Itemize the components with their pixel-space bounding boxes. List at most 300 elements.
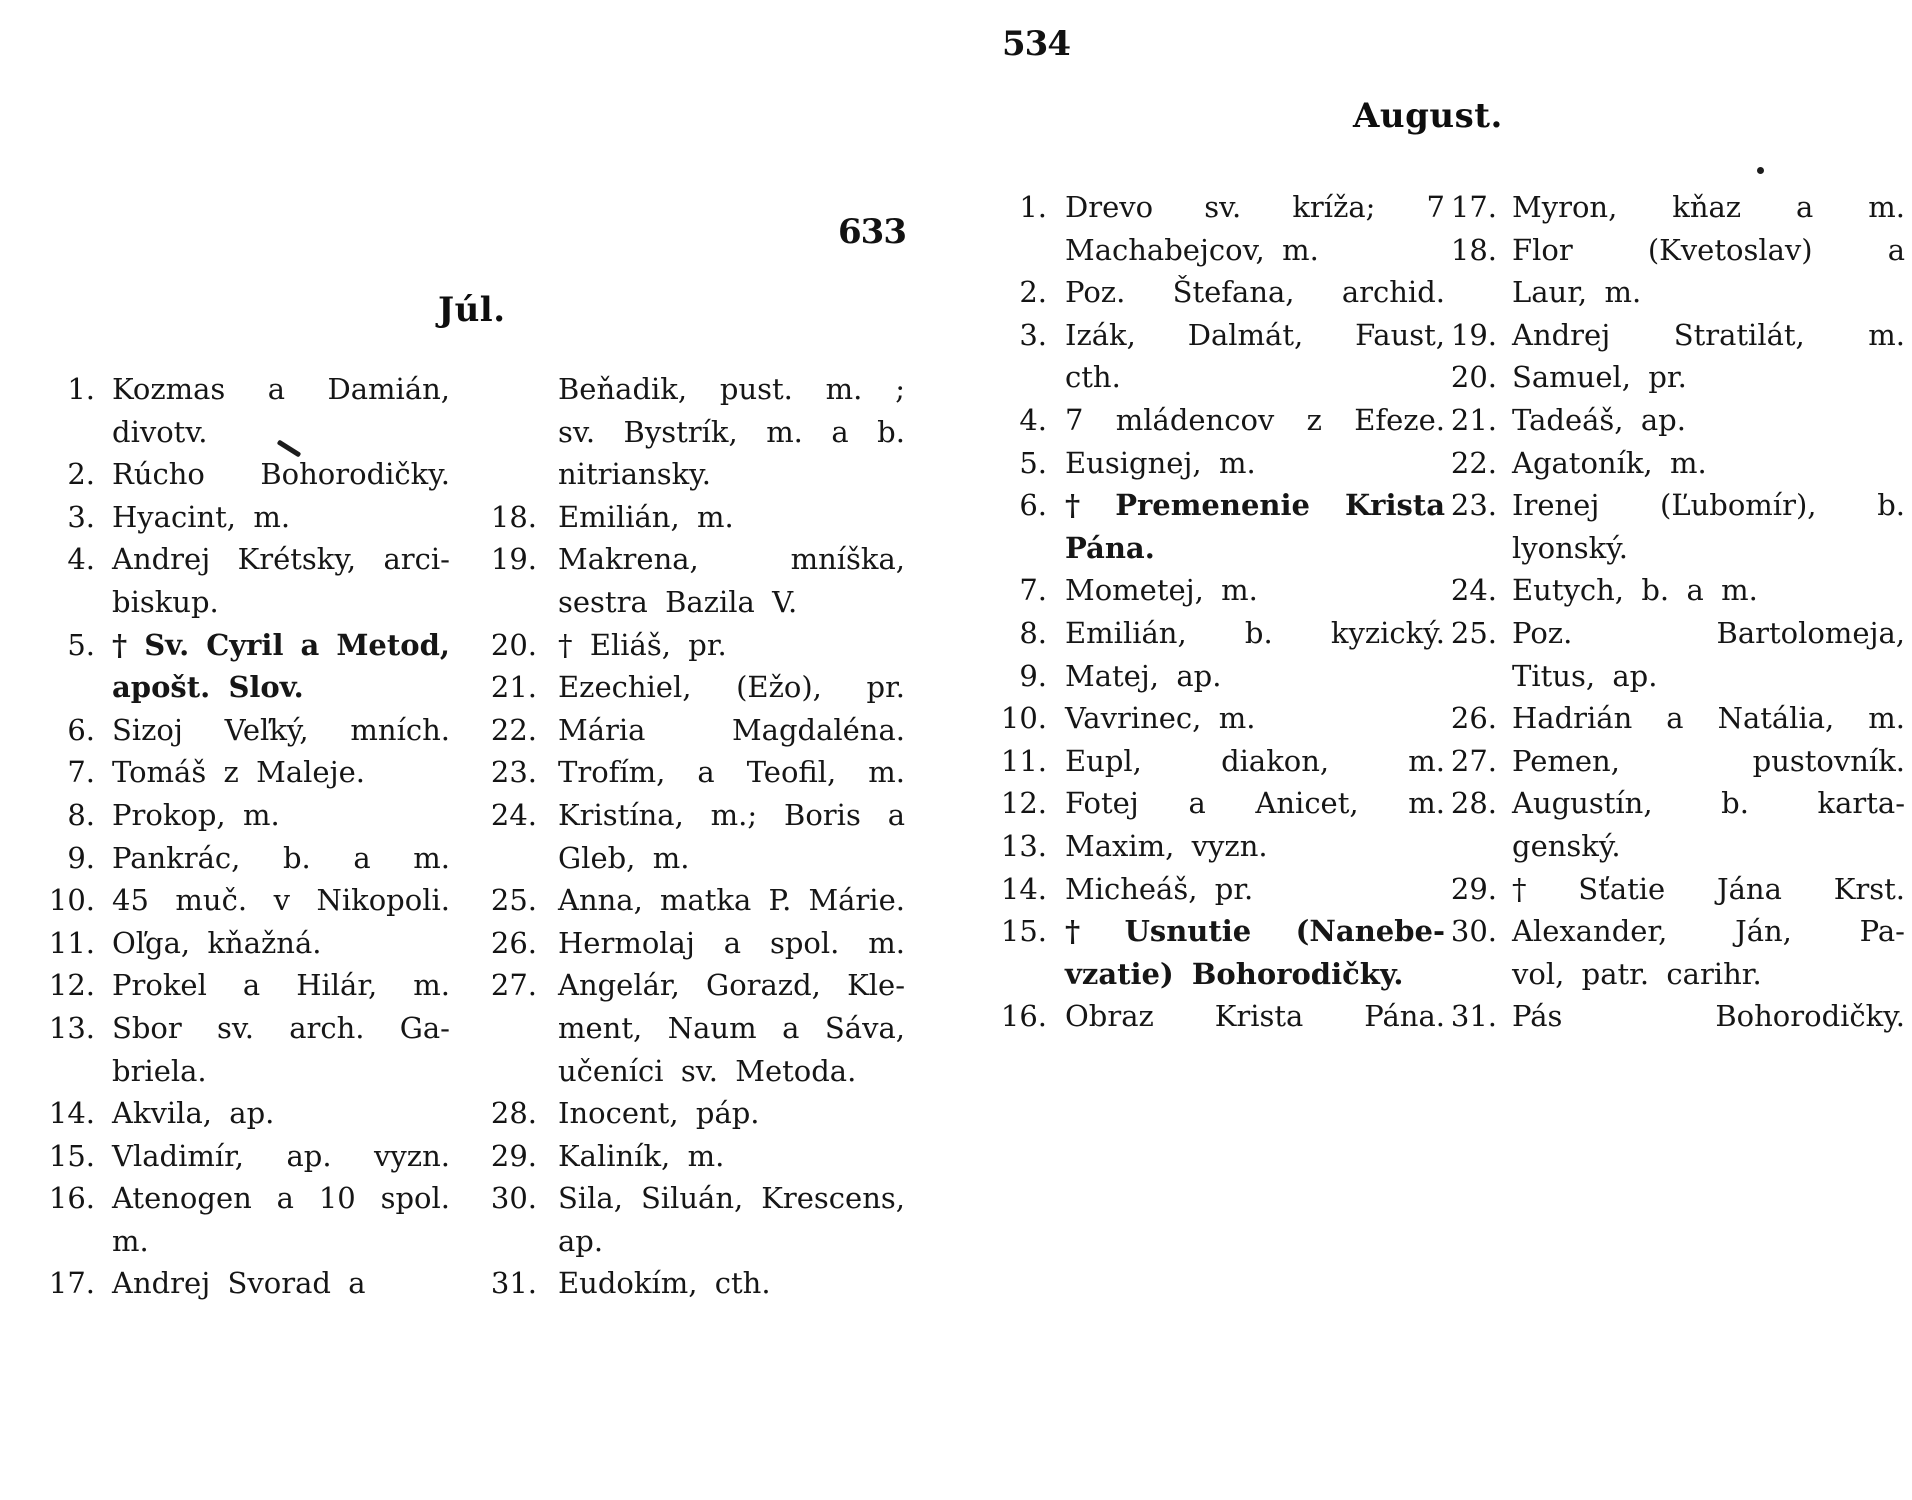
day-number: 5. [67, 627, 95, 662]
entry-text: briela. [112, 1053, 207, 1088]
day-number: 2. [1019, 275, 1047, 310]
entry-text: vol, patr. carihr. [1512, 956, 1762, 991]
word: Ga- [399, 1010, 450, 1045]
entry-text [1512, 186, 1905, 229]
entry-text: Akvila, ap. [112, 1096, 275, 1131]
day-number: 22. [490, 712, 537, 747]
word: m. [825, 372, 863, 406]
day-number [1445, 825, 1512, 868]
word: Siluán, [640, 1181, 744, 1216]
word: Sv. [144, 627, 190, 662]
calendar-entry-line [1445, 271, 1905, 314]
word: Sizoj [112, 712, 183, 747]
word: z [1306, 402, 1322, 437]
word: 45 [112, 883, 149, 918]
word: Ezechiel, [558, 670, 692, 705]
word: a [1887, 232, 1905, 267]
word: Boris [784, 797, 861, 832]
word: arch. [289, 1010, 365, 1045]
entry-text [558, 538, 905, 581]
word: sv. [216, 1010, 255, 1045]
word: m. [868, 925, 905, 960]
entry-text: Laur, m. [1512, 275, 1642, 310]
calendar-entry-line [45, 1135, 450, 1178]
word: Sťatie [1578, 871, 1666, 906]
calendar-entry-line [45, 1007, 450, 1050]
entry-text [558, 1177, 905, 1220]
calendar-entry-line [1445, 782, 1905, 825]
calendar-entry-line [45, 751, 450, 794]
word: mníška, [790, 542, 905, 577]
entry-text: Andrej Svorad a [112, 1266, 366, 1301]
calendar-entry-line [1445, 229, 1905, 272]
scan-speck [1757, 167, 1764, 174]
calendar-entry-line [488, 453, 905, 496]
day-number [488, 368, 558, 411]
entry-text [112, 538, 450, 581]
entry-text: Eutych, b. a m. [1512, 573, 1758, 608]
calendar-entry-line [488, 922, 905, 965]
entry-text: Gleb, m. [558, 840, 690, 875]
entry-text [1065, 186, 1445, 229]
entry-text: Micheáš, pr. [1065, 871, 1254, 906]
entry-text: učeníci sv. Metoda. [558, 1053, 857, 1088]
word: a [831, 414, 849, 449]
calendar-entry-line [995, 995, 1445, 1038]
word: sv. [558, 414, 596, 449]
word: a [887, 797, 905, 832]
word: m. [413, 840, 450, 875]
day-number [1445, 527, 1512, 570]
day-number: 24. [1450, 573, 1497, 608]
word: Stratilát, [1673, 317, 1805, 352]
entry-text: Tadeáš, ap. [1512, 402, 1686, 437]
day-number: 29. [1450, 871, 1497, 906]
word: a [276, 1181, 294, 1216]
entry-text: Titus, ap. [1512, 658, 1658, 693]
word: (Ľubomír), [1660, 488, 1817, 523]
day-number: 26. [1450, 701, 1497, 736]
entry-text [1065, 271, 1445, 314]
word: Obraz [1065, 999, 1154, 1034]
word: Prokel [112, 968, 207, 1003]
word: Natália, [1717, 701, 1835, 736]
word: † [1512, 871, 1527, 906]
entry-text: Pána. [1065, 530, 1155, 565]
day-number: 23. [490, 755, 537, 790]
day-number: 1. [1019, 190, 1047, 224]
word: Kle- [847, 968, 905, 1003]
entry-text [1065, 399, 1445, 442]
day-number: 31. [490, 1266, 537, 1301]
calendar-entry-line [45, 964, 450, 1007]
word: pustovník. [1752, 743, 1905, 778]
word: pr. [866, 670, 905, 705]
entry-text [558, 1007, 905, 1050]
day-number [45, 581, 112, 624]
entry-text: cth. [1065, 360, 1121, 395]
word: Nikopoli. [316, 883, 450, 918]
entry-text [558, 751, 905, 794]
word: vyzn. [374, 1138, 450, 1173]
entry-text [1512, 612, 1905, 655]
word: a [1188, 786, 1206, 821]
word: Ján, [1735, 914, 1792, 949]
calendar-entry-line [995, 229, 1445, 272]
july-column-2 [488, 368, 905, 1305]
calendar-entry-line [1445, 569, 1905, 612]
word: Dalmát, [1187, 317, 1304, 352]
day-number: 3. [1019, 317, 1047, 352]
calendar-entry-line [45, 368, 450, 411]
word: Pána. [1364, 999, 1445, 1034]
word: b. [1244, 615, 1273, 650]
word: m. [868, 755, 905, 790]
word: v [273, 883, 290, 918]
calendar-entry-line [995, 697, 1445, 740]
entry-text [1512, 782, 1905, 825]
entry-text [112, 624, 450, 667]
calendar-entry-line [45, 624, 450, 667]
august-column-1 [995, 186, 1445, 1038]
word: a [300, 627, 320, 662]
day-number [45, 666, 112, 709]
word: Sila, [558, 1181, 623, 1216]
august-column-2 [1445, 186, 1905, 1038]
word: Alexander, [1512, 914, 1668, 949]
day-number: 17. [48, 1266, 95, 1301]
entry-text [558, 964, 905, 1007]
word: Faust, [1355, 317, 1445, 352]
day-number [995, 356, 1065, 399]
day-number: 7. [67, 755, 95, 790]
calendar-entry-line [1445, 910, 1905, 953]
word: Bohorodičky. [260, 457, 450, 492]
day-number: 27. [1450, 743, 1497, 778]
word: Andrej [1512, 317, 1611, 352]
calendar-entry-line [488, 411, 905, 454]
day-number: 1. [67, 372, 95, 406]
word: Sáva, [824, 1010, 905, 1045]
word: Irenej [1512, 488, 1600, 523]
day-number: 31. [1450, 999, 1497, 1034]
entry-text [1065, 612, 1445, 655]
word: Premenenie [1115, 488, 1310, 523]
word: kyzický. [1330, 615, 1445, 650]
entry-text [558, 666, 905, 709]
entry-text [558, 922, 905, 965]
day-number: 14. [48, 1096, 95, 1131]
word: matka [659, 883, 752, 918]
calendar-entry-line [488, 751, 905, 794]
word: a [782, 1010, 800, 1045]
word: Štefana, [1172, 275, 1295, 310]
entry-text [1512, 229, 1905, 272]
word: Krétsky, [237, 542, 357, 577]
entry-text [1512, 910, 1905, 953]
entry-text [1065, 740, 1445, 783]
day-number [488, 837, 558, 880]
word: Izák, [1065, 317, 1136, 352]
day-number: 11. [1000, 743, 1047, 778]
word: † [112, 627, 128, 662]
calendar-entry-line [1445, 612, 1905, 655]
calendar-entry-line [45, 879, 450, 922]
calendar-entry-line [995, 655, 1445, 698]
calendar-entry-line [995, 612, 1445, 655]
calendar-entry-line [488, 666, 905, 709]
calendar-entry-line [1445, 356, 1905, 399]
word: Rúcho [112, 457, 205, 492]
calendar-entry-line [488, 1050, 905, 1093]
day-number [488, 1007, 558, 1050]
entry-text [112, 879, 450, 922]
entry-text: ap. [558, 1223, 604, 1258]
word: 10 [318, 1181, 356, 1216]
calendar-entry-line [488, 1092, 905, 1135]
entry-text [1065, 995, 1445, 1038]
word: a [697, 755, 715, 790]
day-number [995, 953, 1065, 996]
day-number: 17. [1450, 190, 1497, 224]
entry-text: Mometej, m. [1065, 573, 1258, 608]
word: ap. [286, 1138, 332, 1173]
day-number: 21. [1450, 402, 1497, 437]
calendar-entry-line [45, 1177, 450, 1220]
word: Makrena, [558, 542, 699, 577]
word: Krst. [1833, 871, 1905, 906]
day-number: 25. [1450, 615, 1497, 650]
day-number [1445, 953, 1512, 996]
entry-text [1065, 910, 1445, 953]
day-number: 29. [490, 1138, 537, 1173]
day-number: 5. [1019, 445, 1047, 480]
calendar-entry-line [1445, 740, 1905, 783]
word: b. [282, 840, 311, 875]
word: Cyril [206, 627, 284, 662]
calendar-entry-line [488, 794, 905, 837]
calendar-entry-line [488, 837, 905, 880]
calendar-entry-line [995, 356, 1445, 399]
word: m.; [710, 797, 758, 832]
day-number: 16. [1000, 999, 1047, 1034]
day-number: 30. [490, 1181, 537, 1216]
entry-text [558, 709, 905, 752]
word: Pás [1512, 999, 1563, 1034]
day-number: 12. [1000, 786, 1047, 821]
word: m. [766, 414, 803, 449]
calendar-entry-line [45, 922, 450, 965]
day-number: 13. [48, 1010, 95, 1045]
word: (Kvetoslav) [1647, 232, 1813, 267]
entry-text: biskup. [112, 584, 219, 619]
calendar-entry-line [1445, 442, 1905, 485]
word: Mária [558, 712, 646, 747]
calendar-entry-line [995, 186, 1445, 229]
word: Naum [667, 1010, 757, 1045]
day-number: 10. [48, 883, 95, 918]
day-number: 20. [1450, 360, 1497, 395]
calendar-entry-line [995, 399, 1445, 442]
word: Anna, [558, 883, 643, 918]
day-number: 4. [67, 542, 95, 577]
entry-text: Eusignej, m. [1065, 445, 1256, 480]
word: a [723, 925, 742, 960]
entry-text: Vavrinec, m. [1065, 701, 1256, 736]
calendar-entry-line [45, 709, 450, 752]
day-number: 28. [490, 1096, 537, 1131]
entry-text: apošt. Slov. [112, 670, 304, 705]
entry-text: Agatoník, m. [1512, 445, 1707, 480]
entry-text: Inocent, páp. [558, 1096, 760, 1131]
word: 7 [1426, 190, 1445, 224]
word: m. [1868, 190, 1905, 224]
day-number: 27. [490, 968, 537, 1003]
entry-text [1512, 484, 1905, 527]
day-number: 15. [1000, 914, 1047, 949]
word: Fotej [1065, 786, 1139, 821]
day-number: 22. [1450, 445, 1497, 480]
calendar-entry-line [1445, 527, 1905, 570]
entry-text: Kaliník, m. [558, 1138, 725, 1173]
word: mládencov [1115, 402, 1275, 437]
calendar-entry-line [995, 527, 1445, 570]
word: Efeze. [1354, 402, 1445, 437]
calendar-entry-line [45, 1092, 450, 1135]
day-number: 11. [48, 925, 95, 960]
calendar-entry-line [45, 453, 450, 496]
day-number: 8. [1019, 615, 1047, 650]
calendar-entry-line [45, 1050, 450, 1093]
word: (Ežo), [736, 670, 822, 705]
calendar-entry-line [995, 910, 1445, 953]
calendar-entry-line [488, 538, 905, 581]
word: Pa- [1859, 914, 1905, 949]
july-column-1 [45, 368, 450, 1305]
calendar-entry-line [1445, 825, 1905, 868]
word: Poz. [1512, 615, 1573, 650]
day-number: 10. [1000, 701, 1047, 736]
entry-text [112, 1135, 450, 1178]
entry-text: Samuel, pr. [1512, 360, 1687, 395]
calendar-entry-line [45, 538, 450, 581]
word: Magdaléna. [731, 712, 905, 747]
day-number: 3. [67, 499, 95, 534]
calendar-entry-line [488, 1220, 905, 1263]
calendar-entry-line [45, 1262, 450, 1305]
entry-text [1065, 782, 1445, 825]
calendar-entry-line [488, 496, 905, 539]
word: a [267, 372, 286, 406]
entry-text: lyonský. [1512, 530, 1628, 565]
calendar-entry-line [1445, 953, 1905, 996]
day-number: 19. [1450, 317, 1497, 352]
day-number: 20. [490, 627, 537, 662]
entry-text: Machabejcov, m. [1065, 232, 1319, 267]
day-number [488, 1050, 558, 1093]
day-number [488, 411, 558, 454]
entry-text [1512, 868, 1905, 911]
calendar-entry-line [995, 868, 1445, 911]
word: Márie. [808, 883, 905, 918]
word: b. [1877, 488, 1905, 523]
calendar-entry-line [995, 782, 1445, 825]
calendar-entry-line [45, 1220, 450, 1263]
word: karta- [1817, 786, 1905, 821]
word: Beňadik, [558, 372, 688, 406]
word: Jána [1717, 871, 1782, 906]
word: Damián, [327, 372, 450, 406]
word: Andrej [112, 542, 211, 577]
word: Hilár, [296, 968, 378, 1003]
entry-text [1512, 314, 1905, 357]
calendar-entry-line [1445, 697, 1905, 740]
calendar-entry-line [488, 1262, 905, 1305]
word: Teofil, [746, 755, 837, 790]
entry-text [1512, 740, 1905, 783]
calendar-entry-line [1445, 484, 1905, 527]
calendar-entry-line [488, 581, 905, 624]
word: m. [1868, 317, 1905, 352]
word: Hermolaj [558, 925, 695, 960]
day-number: 7. [1019, 573, 1047, 608]
word: Usnutie [1124, 914, 1252, 949]
day-number: 16. [48, 1181, 95, 1216]
day-number: 18. [490, 499, 537, 534]
word: archid. [1341, 275, 1445, 310]
calendar-entry-line [488, 624, 905, 667]
word: mních. [350, 712, 450, 747]
day-number: 9. [1019, 658, 1047, 693]
entry-text: m. [112, 1223, 149, 1258]
day-number: 8. [67, 797, 95, 832]
entry-text [558, 879, 905, 922]
calendar-entry-line [45, 411, 450, 454]
calendar-entry-line [995, 569, 1445, 612]
day-number: 4. [1019, 402, 1047, 437]
word: spol. [769, 925, 840, 960]
day-number: 23. [1450, 488, 1497, 523]
entry-text [1065, 314, 1445, 357]
calendar-entry-line [995, 442, 1445, 485]
day-number [45, 411, 112, 454]
calendar-entry-line [45, 496, 450, 539]
entry-text: † Eliáš, pr. [558, 627, 727, 662]
day-number: 6. [67, 712, 95, 747]
word: Atenogen [112, 1181, 252, 1216]
word: Eupl, [1065, 743, 1142, 778]
day-number: 15. [48, 1138, 95, 1173]
entry-text [112, 837, 450, 880]
calendar-entry-line [488, 1135, 905, 1178]
day-number [1445, 271, 1512, 314]
word: m. [1408, 786, 1445, 821]
calendar-entry-line [995, 484, 1445, 527]
day-number: 12. [48, 968, 95, 1003]
day-number [45, 1220, 112, 1263]
word: Krista [1344, 488, 1445, 523]
word: a [1796, 190, 1814, 224]
word: Vladimír, [112, 1138, 245, 1173]
entry-text [112, 453, 450, 496]
entry-text: Emilián, m. [558, 499, 734, 534]
word: Emilián, [1065, 615, 1187, 650]
entry-text: Maxim, vyzn. [1065, 828, 1268, 863]
day-number: 28. [1450, 786, 1497, 821]
day-number: 26. [490, 925, 537, 960]
entry-text [112, 368, 450, 411]
word: Veľký, [224, 712, 309, 747]
